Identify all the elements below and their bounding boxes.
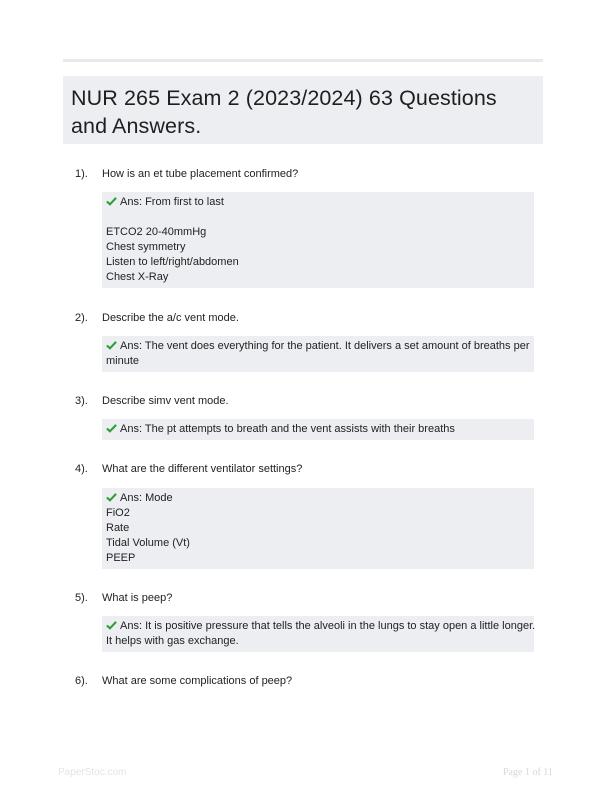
- question-text: What are the different ventilator settings?: [102, 463, 303, 475]
- answer-line: Chest symmetry: [106, 241, 186, 253]
- answer-box: [102, 616, 534, 652]
- question-number: 3).: [75, 395, 88, 407]
- answer-line: Ans: The pt attempts to breath and the vent assists with their breaths: [106, 422, 530, 437]
- answer-line: ETCO2 20-40mmHg: [106, 226, 207, 238]
- answer-line: Listen to left/right/abdomen: [106, 256, 239, 268]
- answer-line: Ans: Mode: [106, 491, 530, 506]
- check-icon: [106, 196, 117, 206]
- question-number: 5).: [75, 592, 88, 604]
- answer-line: Tidal Volume (Vt): [106, 537, 190, 549]
- answer-line: Rate: [106, 522, 130, 534]
- answer-line: Ans: From first to last: [106, 195, 530, 210]
- answer-line: Ans: The vent does everything for the patient. It delivers a set amount of breaths per: [106, 339, 530, 354]
- answer-line: PEEP: [106, 552, 136, 564]
- check-icon: [106, 492, 117, 502]
- question-number: 6).: [75, 675, 88, 687]
- question-text: What is peep?: [102, 592, 173, 604]
- check-icon: [106, 620, 117, 630]
- answer-line: Ans: It is positive pressure that tells the alveoli in the lungs to stay open a little longer.: [106, 619, 530, 634]
- answer-box: [102, 192, 534, 288]
- answer-box: [102, 419, 534, 440]
- document-title: NUR 265 Exam 2 (2023/2024) 63 Questions and Answers.: [71, 86, 497, 138]
- answer-line: It helps with gas exchange.: [106, 635, 239, 647]
- answer-box: [102, 488, 534, 569]
- answer-line: Chest X-Ray: [106, 271, 169, 283]
- title-banner: [63, 76, 543, 144]
- question-text: Describe the a/c vent mode.: [102, 312, 239, 324]
- answer-line: minute: [106, 355, 140, 367]
- question-number: 1).: [75, 168, 88, 180]
- question-number: 2).: [75, 312, 88, 324]
- question-number: 4).: [75, 463, 88, 475]
- top-divider: [63, 59, 543, 62]
- question-text: Describe simv vent mode.: [102, 395, 229, 407]
- answer-box: [102, 336, 534, 372]
- answer-line: FiO2: [106, 507, 130, 519]
- watermark-text: PaperStoc.com: [58, 767, 127, 778]
- page-number: Page 1 of 11: [503, 767, 553, 778]
- answer-line-blank: [106, 210, 530, 225]
- check-icon: [106, 340, 117, 350]
- question-text: What are some complications of peep?: [102, 675, 293, 687]
- question-text: How is an et tube placement confirmed?: [102, 168, 299, 180]
- check-icon: [106, 423, 117, 433]
